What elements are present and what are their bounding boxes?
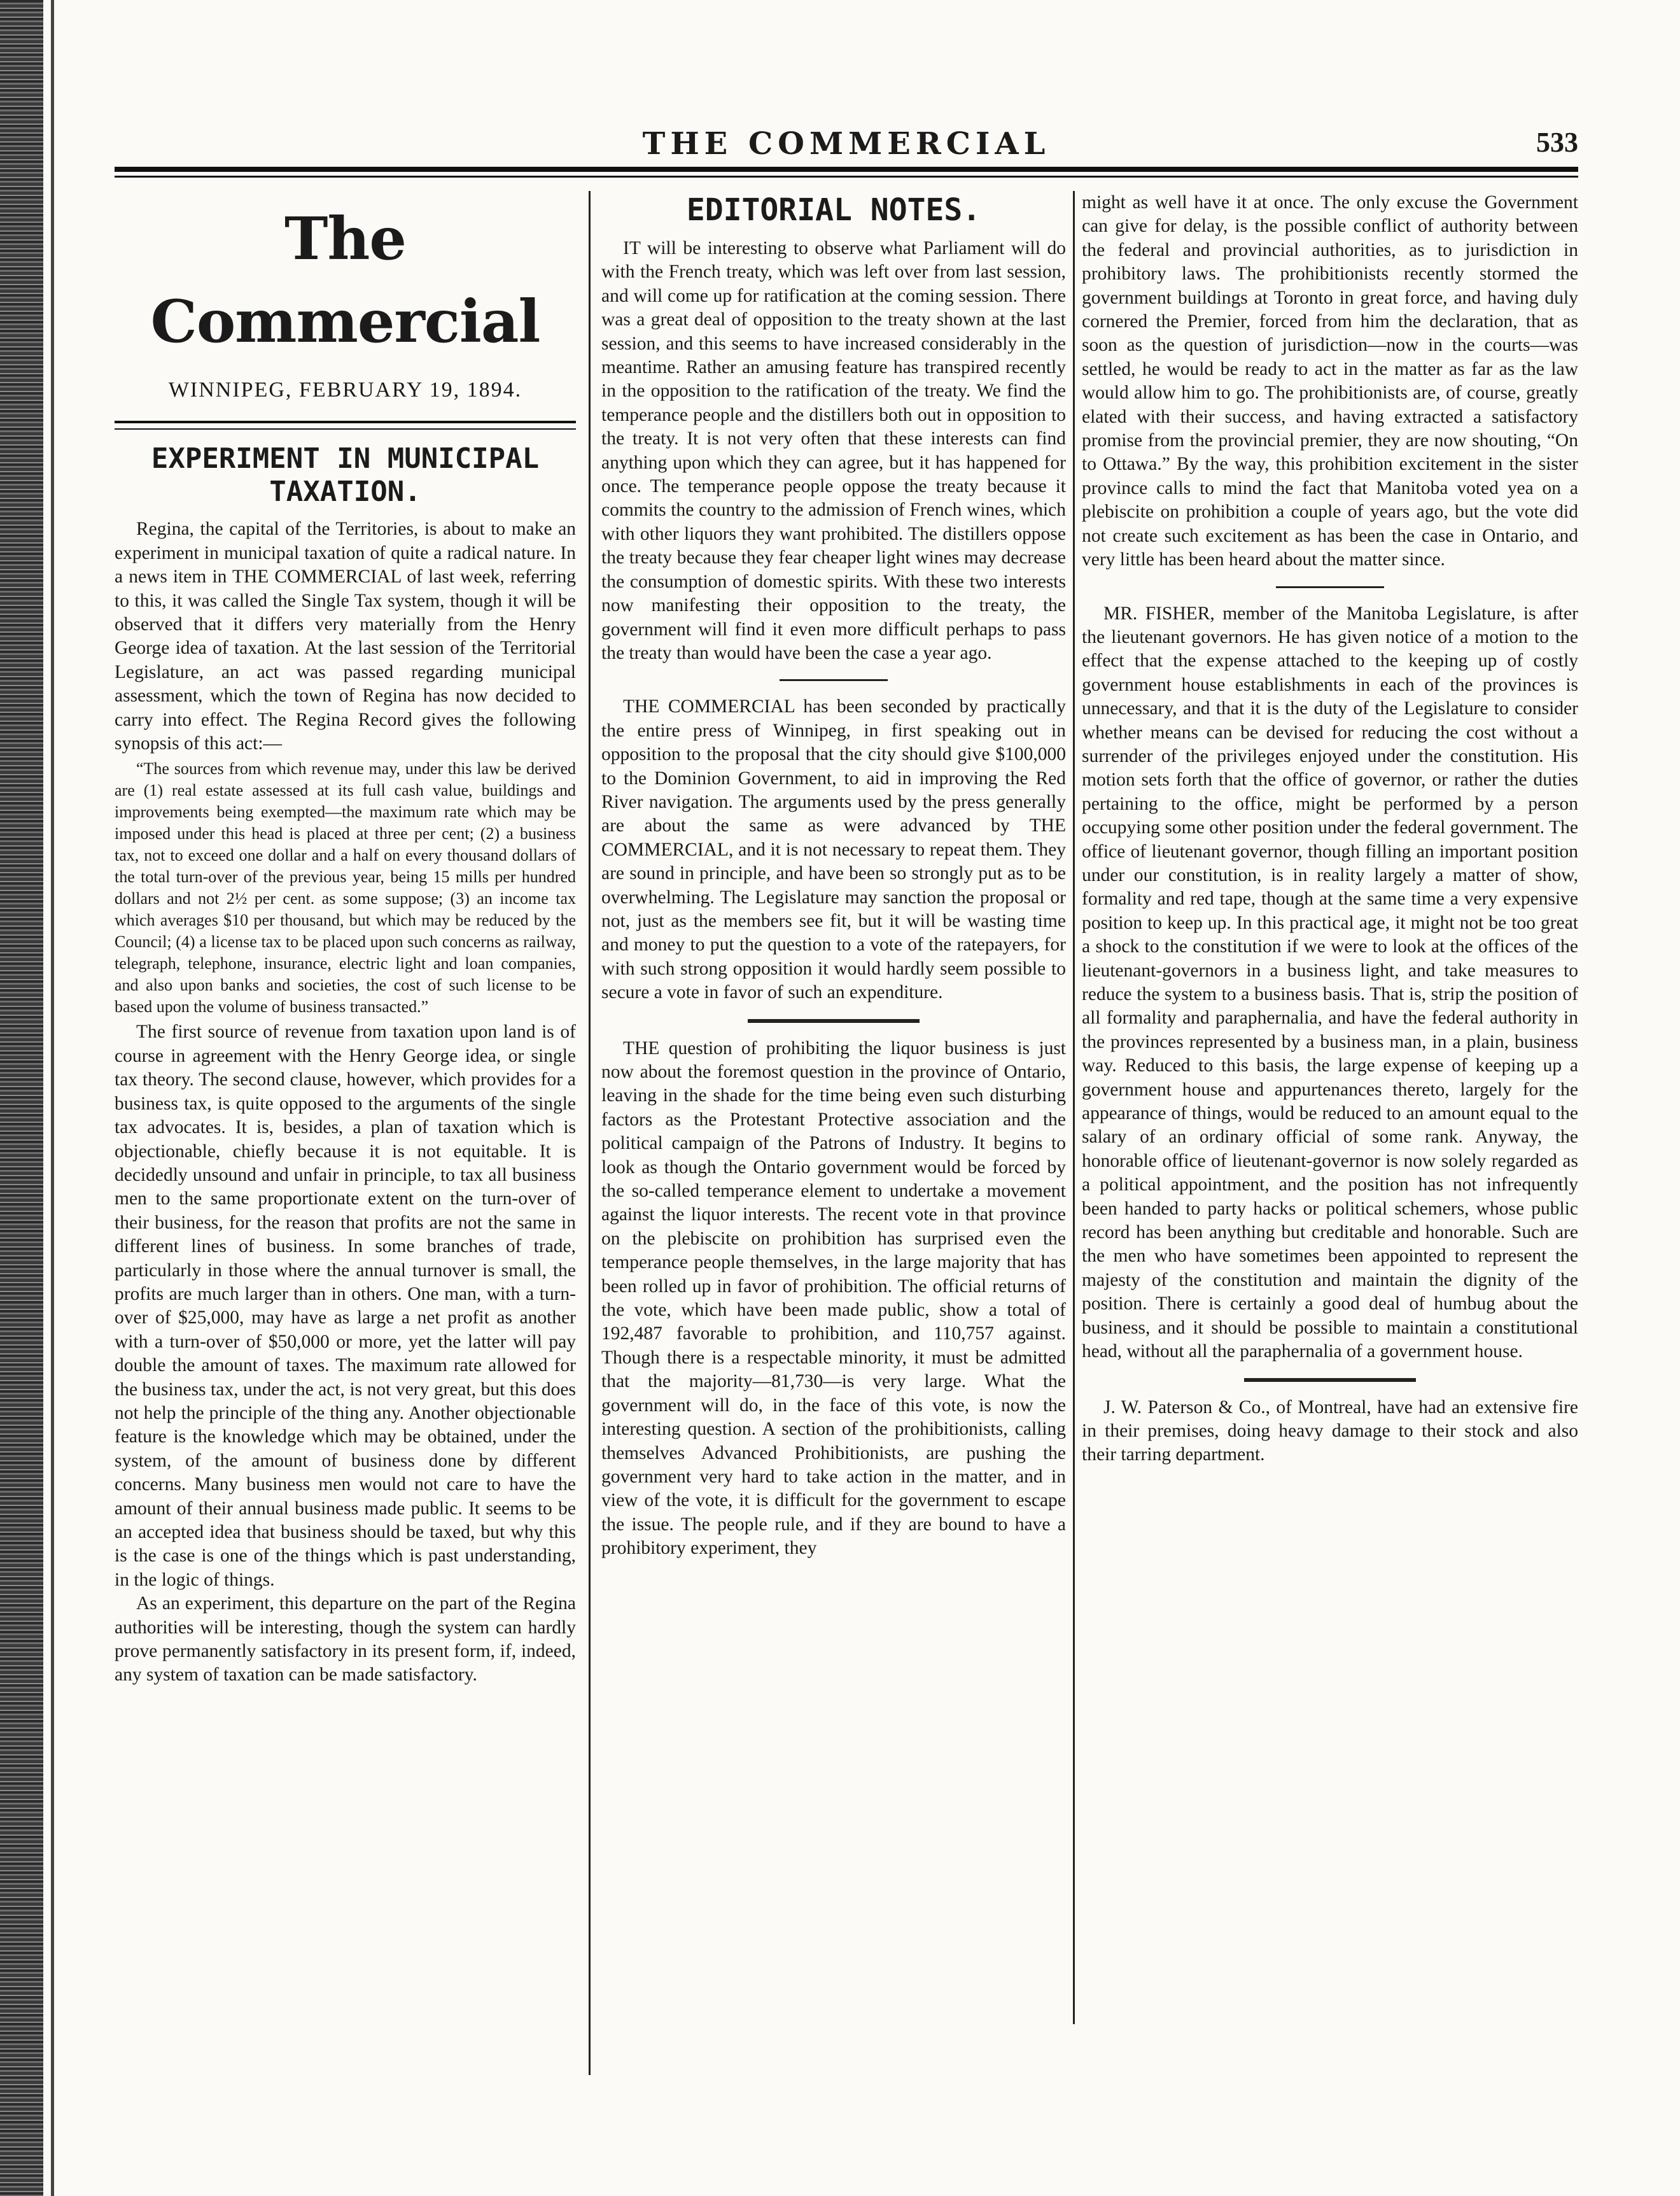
article-headline: EXPERIMENT IN MUNICIPAL TAXATION.: [151, 442, 540, 509]
separator-rule: [1244, 1378, 1416, 1382]
separator-rule: [780, 679, 888, 681]
running-title: THE COMMERCIAL: [642, 126, 1051, 162]
column-rule-2: [1073, 191, 1075, 2024]
note-paragraph: MR. FISHER, member of the Manitoba Legislature, is after the lieutenant governors. He has given notice of a motion to the effect that the expense attached to the keeping up of costly government house establishments in each of the provinces is unnecessary, and that it is the duty of the Legislature to consider whether means can be devised for reducing the cost without a surrender of the privileges enjoyed under the constitution. His motion sets forth that the office of governor, or rather the duties pertaining to the office, might be performed by a person occupying some other position under the federal government. The office of lieutenant governor, though filling an important position under our constitution, is in reality largely a matter of show, formality and red tape, though at the same time a very expensive position to keep up. In this practical age, it might not be too great a shock to the constitution if we were to look at the offices of the lieutenant-governors in a business light, and take measures to reduce the system to a business basis. That is, strip the position of all formality and paraphernalia, and have the federal authority in the provinces represented by a business man, in a plain, business way. Reduced to this basis, the large expense of keeping up a government house and appurtenances thereto, largely for the appearance of things, would be reduced to an amount equal to the salary of an ordinary official of some rank. Anyway, the honorable office of lieutenant-governor is now solely regarded as a political appointment, and the position has not infrequently been handed to party hacks or political schemers, whose public record has been anything but creditable and honorable. Such are the men who have sometimes been appointed to represent the majesty of the constitution and maintain the dignity of the position. There is certainly a good deal of humbug about the business, and it should be possible to maintain a constitutional head, without all the paraphernalia of a government house.: [1082, 603, 1578, 1362]
scan-edge: [0, 0, 43, 2196]
scan-edge-line: [51, 0, 54, 2196]
column-3: [1082, 191, 1578, 2069]
page-number: 533: [1536, 127, 1578, 158]
running-head: [115, 121, 1578, 162]
note-paragraph: THE question of prohibiting the liquor business is just now about the foremost question in the province of Ontario, leaving in the shade for the time being even such disturbing factors as the Protestant Protective association and the political campaign of the Patrons of Industry. It begins to look as though the Ontario government would be forced by the so-called temperance element to undertake a movement against the liquor interests. The recent vote in that province on the plebiscite on prohibition has surprised even the temperance people themselves, in the large majority that has been rolled up in favor of prohibition. The official returns of the vote, which have been made public, show a total of 192,487 favorable to prohibition, and 110,757 against. Though there is a respectable minority, it must be admitted that the majority—81,730—is very large. What the government will do, in the face of this vote, is now the interesting question. A section of the prohibitionists, calling themselves Advanced Prohibitionists, are pushing the government very hard to take action in the matter, and in view of the vote, it is difficult for the government to escape the issue. The people rule, and if they are bound to have a prohibitory experiment, they: [601, 1038, 1066, 1559]
note-paragraph: THE COMMERCIAL has been seconded by practically the entire press of Winnipeg, in first speaking out in opposition to the proposal that the city should give $100,000 to the Dominion Government, to aid in improving the Red River navigation. The arguments used by the press generally are about the same as were advanced by THE COMMERCIAL, and it is not necessary to repeat them. They are sound in principle, and have been so strongly put as to be overwhelming. The Legislature may sanction the proposal or not, just as the members see fit, but it will be wasting time and money to put the question to a vote of the ratepayers, for with such strong opposition it would hardly seem possible to secure a vote in favor of such an expenditure.: [601, 696, 1066, 1003]
article-paragraph: The first source of revenue from taxation upon land is of course in agreement with the Henry George idea, or single tax theory. The second clause, however, which provides for a business tax, is quite opposed to the arguments of the single tax advocates. It is, besides, a plan of taxation which is objectionable, chiefly because it is not equitable. It is decidedly unsound and unfair in principle, to tax all business men to the same proportionate extent on the turn-over of their business, for the reason that profits are not the same in different lines of business. In some branches of trade, particularly in those where the annual turnover is small, the profits are much larger than in others. One man, with a turn-over of $25,000, may have as large a net profit as another with a turn-over of $50,000 or more, yet the latter will pay double the amount of taxes. The maximum rate allowed for the business tax, under the act, is not very great, but this does not help the principle of the thing any. Another objectionable feature is the knowledge which may be obtained, under the system, of the amount of business done by different concerns. Many business men would not care to have the amount of their annual business made public. It seems to be an accepted idea that business should be taxed, but why this is the case is one of the things which is past understanding, in the logic of things.: [115, 1022, 576, 1590]
masthead-title: The Commercial: [150, 204, 540, 356]
header-rule: [115, 167, 1578, 172]
separator-rule: [1276, 586, 1384, 588]
column-1: [115, 191, 576, 2069]
note-paragraph: J. W. Paterson & Co., of Montreal, have had an extensive fire in their premises, doing heavy damage to their stock and also their tarring department.: [1082, 1397, 1578, 1465]
article-paragraph: Regina, the capital of the Territories, is about to make an experiment in municipal taxation of quite a radical nature. In a news item in THE COMMERCIAL of last week, referring to this, it was called the Single Tax system, though it will be observed that it differs very materially from the Henry George idea of taxation. At the last session of the Territorial Legislature, an act was passed regarding municipal assessment, which the town of Regina has now decided to carry into effect. The Regina Record gives the following synopsis of this act:—: [115, 519, 576, 754]
separator-rule: [748, 1019, 920, 1023]
article-paragraph: As an experiment, this departure on the part of the Regina authorities will be interesting, though the system can hardly prove permanently satisfactory in its present form, if, indeed, any system of taxation can be made satisfactory.: [115, 1593, 576, 1686]
section-title: EDITORIAL NOTES.: [686, 192, 981, 228]
note-paragraph: might as well have it at once. The only excuse the Government can give for delay, is the possible conflict of authority between the federal and provincial authorities, as to jurisdiction in prohibitory laws. The prohibitionists recently stormed the government buildings at Toronto in great force, and having duly cornered the Premier, forced from him the declaration, that as soon as the question of jurisdiction—now in the courts—was settled, he would be ready to act in the matter as far as the law would allow him to go. The prohibitionists are, of course, greatly elated with their success, and having extracted a satisfactory promise from the provincial premier, they are now shouting, “On to Ottawa.” By the way, this prohibition excitement in the sister province calls to mind the fact that Manitoba voted yea on a plebiscite on prohibition a couple of years ago, but the vote did not create such excitement as has been the case in Ontario, and very little has been heard about the matter since.: [1082, 192, 1578, 570]
column-2: [601, 191, 1066, 2069]
article-quote: “The sources from which revenue may, under this law be derived are (1) real estate assessed at its full cash value, buildings and improvements being exempted—the maximum rate which may be imposed under this head is placed at three per cent; (2) a business tax, not to exceed one dollar and a half on every thousand dollars of the total turn-over of the previous year, being 15 mills per hundred dollars and not 2½ per cent. as some suppose; (3) an income tax which averages $10 per thousand, but which may be reduced by the Council; (4) a license tax to be placed upon such concerns as railway, telegraph, telephone, insurance, electric light and loan companies, and also upon banks and societies, the cost of such license to be based upon the volume of business transacted.”: [115, 759, 576, 1017]
note-paragraph: IT will be interesting to observe what Parliament will do with the French treaty, which was left over from last session, and will come up for ratification at the coming session. There was a great deal of opposition to the treaty shown at the last session, and this seems to have increased considerably in the meantime. Rather an amusing feature has transpired recently in the opposition to the ratification of the treaty. We find the temperance people and the distillers both out in opposition to the treaty. It is not very often that these interests can find anything upon which they can agree, but it has happened for once. The temperance people oppose the treaty because it commits the country to the admission of French wines, which with other liquors they want prohibited. The distillers oppose the treaty because they fear cheaper light wines may decrease the consumption of domestic spirits. With these two interests now manifesting their opposition to the treaty, the government will find it even more difficult perhaps to pass the treaty than would have been the case a year ago.: [601, 238, 1066, 663]
masthead-rule: [115, 421, 576, 430]
dateline: WINNIPEG, FEBRUARY 19, 1894.: [168, 378, 522, 402]
header-rule-thin: [115, 176, 1578, 178]
column-rule-1: [589, 191, 591, 2075]
